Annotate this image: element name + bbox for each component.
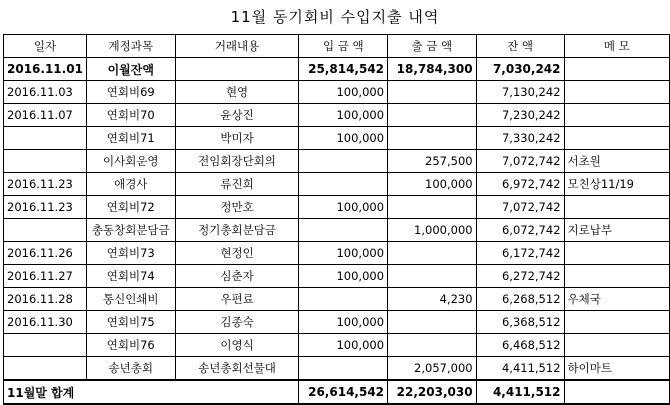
cell-date <box>4 127 87 150</box>
cell-memo <box>564 334 669 357</box>
cell-detail: 송년총회선물대 <box>175 357 299 381</box>
cell-withdrawal <box>388 311 477 334</box>
cell-memo: 모친상11/19 <box>564 173 669 196</box>
cell-account: 애경사 <box>86 173 175 196</box>
cell-deposit: 100,000 <box>299 242 388 265</box>
cell-detail: 전임회장단회의 <box>175 150 299 173</box>
cell-detail: 윤상진 <box>175 104 299 127</box>
cell-account: 연회비73 <box>86 242 175 265</box>
cell-memo <box>564 265 669 288</box>
table-row <box>4 104 670 127</box>
header-memo: 메 모 <box>564 35 669 58</box>
cell-withdrawal <box>388 334 477 357</box>
cell-detail: 정만호 <box>175 196 299 219</box>
cell-deposit: 100,000 <box>299 104 388 127</box>
cell-deposit <box>299 173 388 196</box>
cell-memo <box>564 127 669 150</box>
cell-memo: 우체국 <box>564 288 669 311</box>
opening-row <box>4 58 670 81</box>
header-account: 계정과목 <box>86 35 175 58</box>
cell-date: 2016.11.26 <box>4 242 87 265</box>
cell-withdrawal: 18,784,300 <box>388 58 477 81</box>
cell-balance: 6,468,512 <box>476 334 564 357</box>
total-memo <box>564 380 669 404</box>
cell-withdrawal: 2,057,000 <box>388 357 477 381</box>
cell-balance: 4,411,512 <box>476 357 564 381</box>
header-detail: 거래내용 <box>175 35 299 58</box>
cell-withdrawal <box>388 196 477 219</box>
table-row <box>4 265 670 288</box>
table-row <box>4 150 670 173</box>
cell-balance: 6,368,512 <box>476 311 564 334</box>
cell-detail: 현정인 <box>175 242 299 265</box>
cell-account: 연회비69 <box>86 81 175 104</box>
header-row <box>4 35 670 58</box>
total-deposit: 26,614,542 <box>299 380 388 404</box>
cell-deposit: 100,000 <box>299 196 388 219</box>
cell-balance: 6,268,512 <box>476 288 564 311</box>
cell-withdrawal <box>388 81 477 104</box>
cell-date: 2016.11.28 <box>4 288 87 311</box>
cell-date: 2016.11.30 <box>4 311 87 334</box>
cell-balance: 7,072,742 <box>476 150 564 173</box>
cell-detail: 현영 <box>175 81 299 104</box>
table-row <box>4 173 670 196</box>
cell-withdrawal <box>388 127 477 150</box>
table-row <box>4 242 670 265</box>
cell-date: 2016.11.03 <box>4 81 87 104</box>
cell-date <box>4 150 87 173</box>
cell-account: 총동창회분담금 <box>86 219 175 242</box>
cell-account: 이월잔액 <box>86 58 175 81</box>
cell-deposit <box>299 150 388 173</box>
cell-deposit: 100,000 <box>299 127 388 150</box>
cell-balance: 7,330,242 <box>476 127 564 150</box>
header-withdrawal: 출 금 액 <box>388 35 477 58</box>
cell-deposit <box>299 219 388 242</box>
cell-balance: 6,172,742 <box>476 242 564 265</box>
cell-memo <box>564 196 669 219</box>
table-row <box>4 81 670 104</box>
cell-deposit: 100,000 <box>299 311 388 334</box>
cell-deposit: 100,000 <box>299 334 388 357</box>
cell-withdrawal: 100,000 <box>388 173 477 196</box>
cell-date: 2016.11.01 <box>4 58 87 81</box>
cell-deposit: 100,000 <box>299 265 388 288</box>
cell-detail: 정기총회분담금 <box>175 219 299 242</box>
cell-date: 2016.11.27 <box>4 265 87 288</box>
total-balance: 4,411,512 <box>476 380 564 404</box>
ledger-table <box>3 34 670 405</box>
table-row <box>4 357 670 381</box>
cell-detail: 심춘자 <box>175 265 299 288</box>
cell-withdrawal <box>388 242 477 265</box>
cell-date <box>4 219 87 242</box>
cell-balance: 7,030,242 <box>476 58 564 81</box>
cell-detail: 박미자 <box>175 127 299 150</box>
cell-date <box>4 357 87 381</box>
cell-detail: 류진희 <box>175 173 299 196</box>
cell-date: 2016.11.23 <box>4 196 87 219</box>
table-row <box>4 196 670 219</box>
header-balance: 잔 액 <box>476 35 564 58</box>
cell-withdrawal: 4,230 <box>388 288 477 311</box>
cell-memo <box>564 311 669 334</box>
cell-detail <box>175 58 299 81</box>
cell-account: 연회비75 <box>86 311 175 334</box>
cell-detail: 김종숙 <box>175 311 299 334</box>
cell-date: 2016.11.23 <box>4 173 87 196</box>
cell-account: 이사회운영 <box>86 150 175 173</box>
cell-memo <box>564 242 669 265</box>
cell-balance: 6,972,742 <box>476 173 564 196</box>
cell-date: 2016.11.07 <box>4 104 87 127</box>
cell-detail: 우편료 <box>175 288 299 311</box>
total-row <box>4 380 670 404</box>
cell-memo <box>564 81 669 104</box>
document-title: 11월 동기회비 수입지출 내역 <box>230 8 440 26</box>
cell-withdrawal <box>388 104 477 127</box>
cell-memo: 서초원 <box>564 150 669 173</box>
total-label: 11월말 합계 <box>4 380 299 404</box>
cell-account: 연회비70 <box>86 104 175 127</box>
cell-account: 연회비76 <box>86 334 175 357</box>
table-row <box>4 288 670 311</box>
cell-memo: 지로납부 <box>564 219 669 242</box>
cell-withdrawal: 257,500 <box>388 150 477 173</box>
table-row <box>4 127 670 150</box>
cell-balance: 7,130,242 <box>476 81 564 104</box>
cell-deposit <box>299 357 388 381</box>
cell-withdrawal <box>388 265 477 288</box>
cell-detail: 이영식 <box>175 334 299 357</box>
cell-memo: 하이마트 <box>564 357 669 381</box>
table-row <box>4 219 670 242</box>
cell-account: 송년총회 <box>86 357 175 381</box>
cell-account: 연회비72 <box>86 196 175 219</box>
cell-deposit: 100,000 <box>299 81 388 104</box>
cell-memo <box>564 58 669 81</box>
header-date: 일자 <box>4 35 87 58</box>
cell-deposit: 25,814,542 <box>299 58 388 81</box>
cell-memo <box>564 104 669 127</box>
table-row <box>4 311 670 334</box>
cell-balance: 7,230,242 <box>476 104 564 127</box>
cell-date <box>4 334 87 357</box>
cell-account: 통신인쇄비 <box>86 288 175 311</box>
header-deposit: 입 금 액 <box>299 35 388 58</box>
cell-balance: 6,072,742 <box>476 219 564 242</box>
cell-account: 연회비71 <box>86 127 175 150</box>
total-withdrawal: 22,203,030 <box>388 380 477 404</box>
cell-balance: 7,072,742 <box>476 196 564 219</box>
table-row <box>4 334 670 357</box>
cell-balance: 6,272,742 <box>476 265 564 288</box>
cell-deposit <box>299 288 388 311</box>
cell-withdrawal: 1,000,000 <box>388 219 477 242</box>
cell-account: 연회비74 <box>86 265 175 288</box>
